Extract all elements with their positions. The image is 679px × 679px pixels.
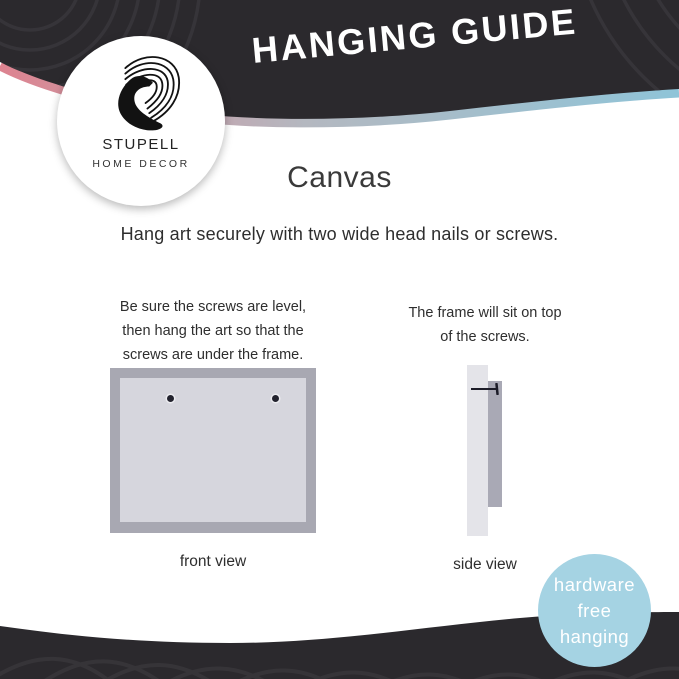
caption-line: screws are under the frame.	[122, 347, 304, 363]
front-view-diagram	[110, 368, 316, 533]
brand-name: STUPELL	[102, 136, 180, 153]
caption-line: of the screws.	[440, 329, 530, 345]
canvas-face	[120, 378, 306, 522]
brand-logo	[57, 36, 225, 206]
intro-text: Hang art securely with two wide head nails or screws.	[120, 224, 559, 244]
product-type-title: Canvas	[287, 161, 392, 194]
caption-line: then hang the art so that the	[122, 323, 304, 339]
frame-side-view	[488, 381, 502, 507]
badge-line: free	[577, 599, 612, 621]
badge-line: hardware	[553, 573, 636, 595]
screw-dot	[167, 395, 174, 402]
page-title: HANGING GUIDE	[250, 0, 579, 71]
badge-line: hanging	[559, 625, 630, 647]
brand-tagline: HOME DECOR	[92, 158, 190, 170]
hardware-free-badge	[538, 554, 651, 667]
caption-line: The frame will sit on top	[408, 305, 562, 321]
side-view-caption	[385, 301, 585, 349]
screw-dot	[272, 395, 279, 402]
stupell-s-swirl-icon	[99, 46, 183, 138]
nail-icon	[469, 383, 503, 395]
side-view-label: side view	[453, 556, 517, 573]
caption-line: Be sure the screws are level,	[119, 299, 307, 315]
front-view-label: front view	[179, 553, 247, 570]
front-view-caption	[103, 295, 323, 367]
